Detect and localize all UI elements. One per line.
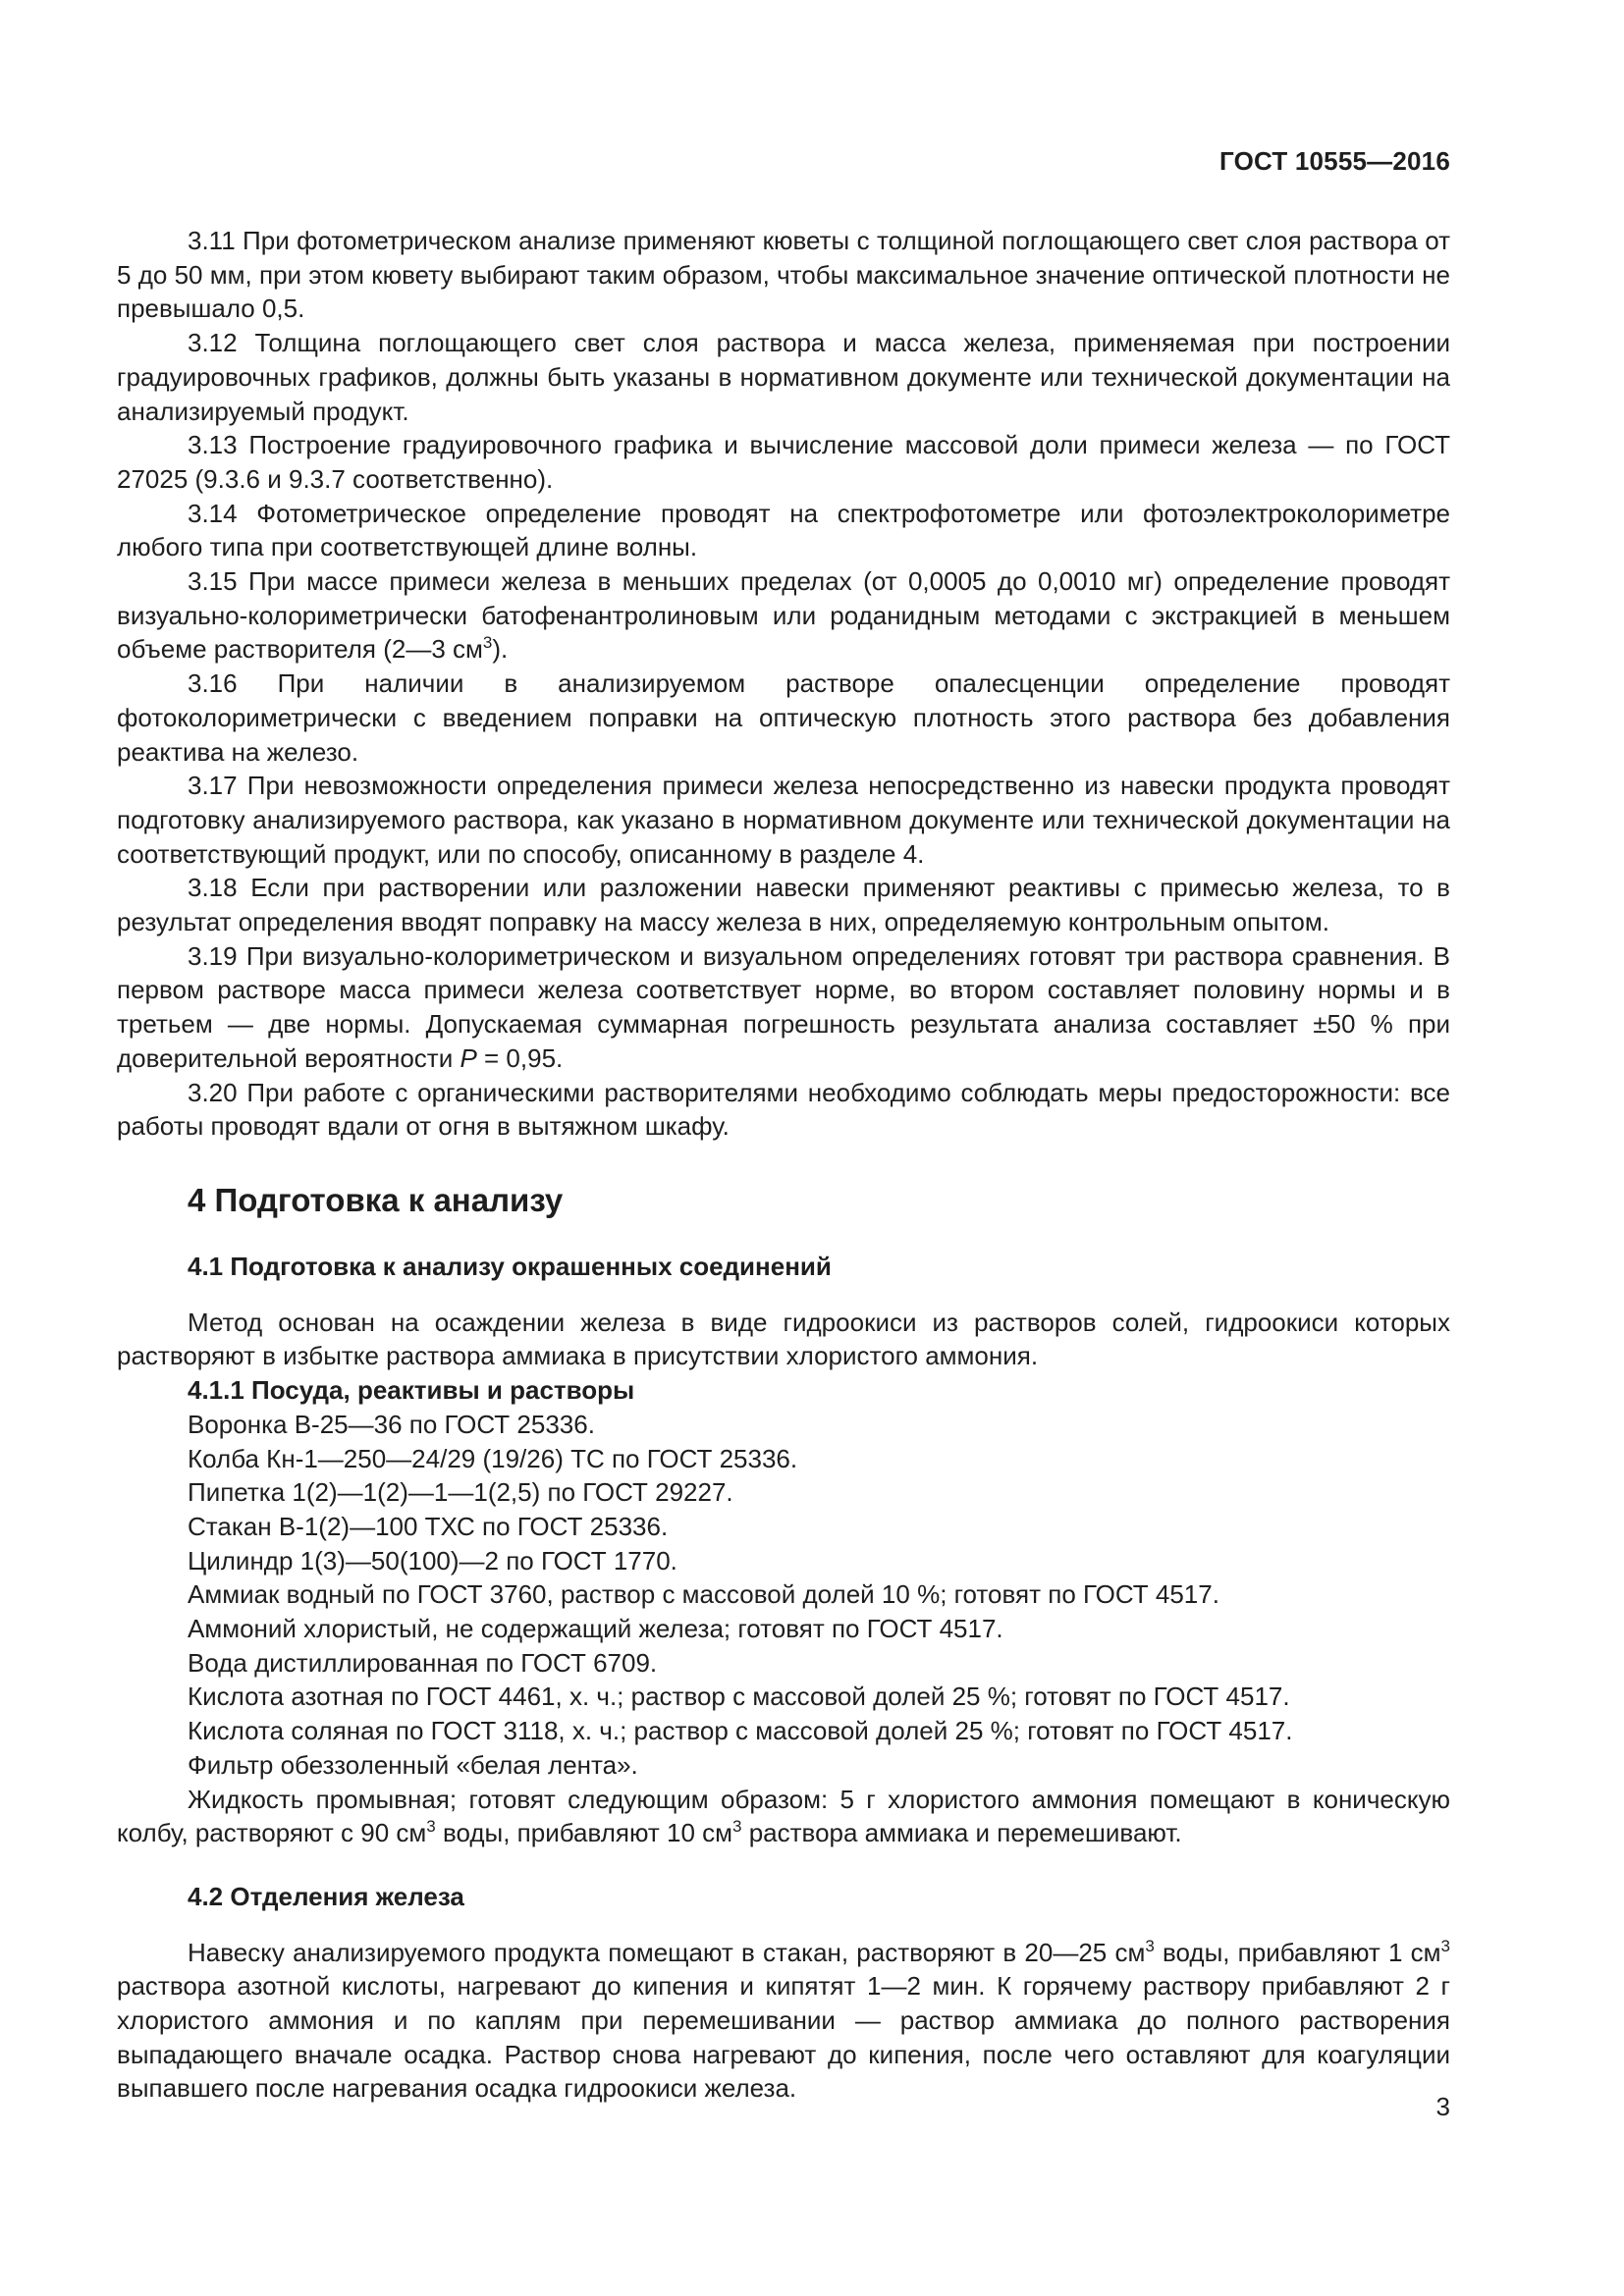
list-item: Колба Кн-1—250—24/29 (19/26) ТС по ГОСТ 25336. (188, 1443, 798, 1473)
clause-3-13: 3.13 Построение градуировочного графика и вычисление массовой доли примеси железа — по ГОСТ 27025 (9.3.6 и 9.3.7 соответственно). (117, 430, 1450, 494)
equipment-list (117, 1408, 1450, 1783)
clause-3-12: 3.12 Толщина поглощающего свет слоя раствора и масса железа, применяемая при построении градуировочных графиков, должны быть указаны в нормативном документе или технической документации на анализируемый продукт. (117, 328, 1450, 426)
clause-4-2-text-a: Навеску анализируемого продукта помещают в стакан, растворяют в 20—25 см (188, 1937, 1146, 1967)
wash-text-c: раствора аммиака и перемешивают. (741, 1818, 1182, 1848)
clause-3-15-tail: ). (492, 634, 509, 665)
wash-text-a: Жидкость промывная; готовят следующим образом: 5 г хлористого аммония помещают в коническую колбу, растворяют с 90 см (117, 1784, 1450, 1848)
list-item: Вода дистиллированная по ГОСТ 6709. (188, 1647, 658, 1678)
section-4-1-1-heading: 4.1.1 Посуда, реактивы и растворы (188, 1375, 635, 1406)
wash-liquid-paragraph (117, 1783, 1450, 1850)
clause-3-19-text: 3.19 При визуально-колориметрическом и визуальном определениях готовят три раствора сравнения. В первом растворе масса примеси железа соответствует норме, во втором составляет половину нормы и в третьем — две нормы. Допускаемая суммарная погрешность результата анализа составляет ±50 % при доверительной вероятности (117, 940, 1450, 1073)
clause-3-20: 3.20 При работе с органическими растворителями необходимо соблюдать меры предосторожности: все работы проводят вдали от огня в вытяжном шкафу. (117, 1077, 1450, 1142)
clause-3-17: 3.17 При невозможности определения примеси железа непосредственно из навески продукта проводят подготовку анализируемого раствора, как указано в нормативном документе или технической документации на соответствующий продукт, или по способу, описанному в разделе 4. (117, 771, 1450, 869)
list-item: Аммоний хлористый, не содержащий железа; готовят по ГОСТ 4517. (188, 1614, 1003, 1644)
list-item: Аммиак водный по ГОСТ 3760, раствор с массовой долей 10 %; готовят по ГОСТ 4517. (188, 1579, 1219, 1610)
list-item: Пипетка 1(2)—1(2)—1—1(2,5) по ГОСТ 29227. (188, 1477, 733, 1508)
probability-symbol: P (460, 1042, 477, 1073)
superscript: 3 (1440, 1936, 1451, 1955)
clause-3-14: 3.14 Фотометрическое определение проводят на спектрофотометре или фотоэлектроколориметре любого типа при соответствующей длине волны. (117, 498, 1450, 562)
clause-3-15-text: 3.15 При массе примеси железа в меньших пределах (от 0,0005 до 0,0010 мг) определение проводят визуально-колориметрически батофенантролиновым или роданидным методами с экстракцией в меньшем объеме растворителя (2—3 см (117, 566, 1450, 665)
clause-4-2-text (117, 1936, 1450, 2107)
clause-3-18: 3.18 Если при растворении или разложении навески применяют реактивы с примесью железа, то в результат определения вводят поправку на массу железа в них, определяемую контрольным опытом. (117, 873, 1450, 937)
section-4-heading: 4 Подготовка к анализу (188, 1181, 564, 1218)
section-4-1-heading: 4.1 Подготовка к анализу окрашенных соединений (188, 1251, 832, 1281)
superscript: 3 (482, 633, 493, 653)
document-body (117, 224, 1450, 2106)
list-item: Кислота соляная по ГОСТ 3118, х. ч.; раствор с массовой долей 25 %; готовят по ГОСТ 4517. (188, 1716, 1293, 1746)
list-item: Фильтр обеззоленный «белая лента». (188, 1749, 638, 1780)
clause-3-19 (117, 939, 1450, 1076)
clause-4-1-text: Метод основан на осаждении железа в виде гидроокиси из растворов солей, гидроокиси которых растворяют в избытке раствора аммиака в присутствии хлористого аммония. (117, 1307, 1450, 1371)
list-item: Стакан В-1(2)—100 ТХС по ГОСТ 25336. (188, 1511, 669, 1541)
document-header: ГОСТ 10555—2016 (1219, 146, 1450, 176)
superscript: 3 (732, 1817, 742, 1837)
clause-3-11: 3.11 При фотометрическом анализе применяют кюветы с толщиной поглощающего свет слоя раствора от 5 до 50 мм, при этом кювету выбирают таким образом, чтобы максимальное значение оптической плотности не превышало 0,5. (117, 226, 1450, 324)
clause-4-2-text-c: раствора азотной кислоты, нагревают до кипения и кипятят 1—2 мин. К горячему раствору прибавляют 2 г хлористого аммония и по каплям при перемешивании — раствор аммиака до полного растворения выпадающего вначале осадка. Раствор снова нагревают до кипения, после чего оставляют для коагуляции выпавшего после нагревания осадка гидроокиси железа. (117, 1971, 1450, 2104)
list-item: Кислота азотная по ГОСТ 4461, х. ч.; раствор с массовой долей 25 %; готовят по ГОСТ 4517. (188, 1682, 1290, 1712)
superscript: 3 (1145, 1936, 1155, 1955)
section-4-2-heading: 4.2 Отделения железа (188, 1881, 464, 1911)
superscript: 3 (426, 1817, 436, 1837)
page-number: 3 (1435, 2092, 1450, 2121)
list-item: Воронка В-25—36 по ГОСТ 25336. (188, 1409, 595, 1439)
clause-3-19-tail: = 0,95. (476, 1042, 564, 1073)
clause-3-16: 3.16 При наличии в анализируемом растворе опалесценции определение проводят фотоколориметрически с введением поправки на оптическую плотность этого раствора без добавления реактива на железо. (117, 668, 1450, 767)
list-item: Цилиндр 1(3)—50(100)—2 по ГОСТ 1770. (188, 1545, 677, 1575)
wash-text-b: воды, прибавляют 10 см (435, 1818, 733, 1848)
clause-3-15 (117, 564, 1450, 667)
clause-4-2-text-b: воды, прибавляют 1 см (1154, 1937, 1441, 1967)
